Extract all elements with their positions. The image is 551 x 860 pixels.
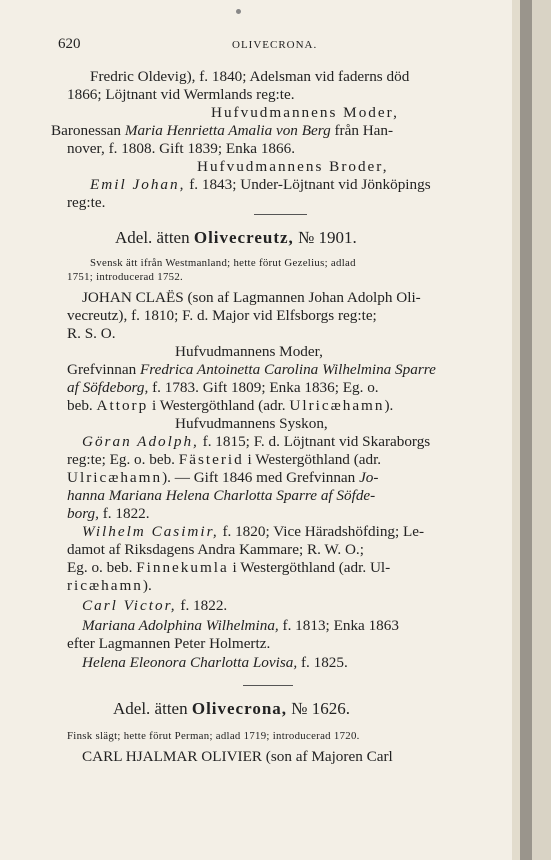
text-line: Baronessan Maria Henrietta Amalia von Berg från Han- — [51, 122, 394, 139]
person-name: Helena Eleonora Charlotta Lovisa, — [82, 654, 298, 671]
person-name: Fredrica Antoinetta Carolina Wilhelmina Sparre — [139, 361, 436, 378]
divider — [243, 685, 293, 686]
text-line: Ulricæhamn). — Gift 1846 med Grefvinnan Jo- — [67, 469, 379, 486]
text-line: ricæhamn). — [67, 577, 152, 594]
person-name: Emil Johan, — [90, 176, 186, 193]
ink-speck — [236, 9, 241, 14]
divider — [254, 214, 307, 215]
text-line: Helena Eleonora Charlotta Lovisa, f. 1825. — [82, 654, 348, 671]
text-line: nover, f. 1808. Gift 1839; Enka 1866. — [67, 140, 296, 157]
text-line: 1866; Löjtnant vid Wermlands reg:te. — [67, 86, 295, 103]
text-line: Emil Johan, f. 1843; Under-Löjtnant vid Jönköpings — [90, 176, 431, 193]
person-name: Mariana Adolphina Wilhelmina, — [82, 617, 279, 634]
person-name: Wilhelm Casimir, — [82, 523, 219, 540]
person-name: Maria Henrietta Amalia von Berg — [124, 122, 331, 139]
text-line: Wilhelm Casimir, f. 1820; Vice Häradshöfding; Le- — [82, 523, 425, 540]
text-line: Grefvinnan Fredrica Antoinetta Carolina Wilhelmina Sparre — [67, 361, 436, 378]
family-heading: Adel. ätten Olivecreutz, № 1901. — [115, 228, 357, 247]
text-line — [67, 487, 375, 505]
text-line: JOHAN CLAËS (son af Lagmannen Johan Adolph Oli- — [82, 289, 421, 306]
text-line: Carl Victor, f. 1822. — [82, 597, 228, 614]
text-line: efter Lagmannen Peter Holmertz. — [67, 635, 271, 652]
text-line: af Söfdeborg, f. 1783. Gift 1809; Enka 1836; Eg. o. — [67, 379, 379, 396]
book-spine-shadow — [520, 0, 532, 860]
text-line: R. S. O. — [67, 325, 116, 342]
text-line: reg:te; Eg. o. beb. Fästerid i Westergöthland (adr. — [67, 451, 382, 468]
person-name: af Söfdeborg, — [67, 379, 149, 396]
text-line: vecreutz), f. 1810; F. d. Major vid Elfsborgs reg:te; — [67, 307, 377, 324]
person-name: Carl Victor, — [82, 597, 177, 614]
text-line: damot af Riksdagens Andra Kammare; R. W. O.; — [67, 541, 364, 558]
text-line: reg:te. — [67, 194, 106, 211]
person-name: Göran Adolph, — [82, 433, 199, 450]
page-edge — [512, 0, 520, 860]
text-line: beb. Attorp i Westergöthland (adr. Ulricæhamn). — [67, 397, 394, 414]
text-line: borg, f. 1822. — [67, 505, 150, 522]
page-number: 620 — [58, 36, 81, 52]
text-line: Fredric Oldevig), f. 1840; Adelsman vid faderns död — [90, 68, 410, 85]
page-edge — [532, 0, 551, 860]
small-text-line: Svensk ätt ifrån Westmanland; hette förut Gezelius; adlad — [90, 257, 356, 269]
section-heading: Hufvudmannens Moder, — [175, 343, 323, 360]
family-heading: Adel. ätten Olivecrona, № 1626. — [113, 699, 351, 718]
text-line: Göran Adolph, f. 1815; F. d. Löjtnant vid Skaraborgs — [82, 433, 431, 450]
text-line: Mariana Adolphina Wilhelmina, f. 1813; Enka 1863 — [82, 617, 399, 634]
person-name: hanna Mariana Helena Charlotta Sparre af Söfde- — [67, 487, 376, 504]
text-line: CARL HJALMAR OLIVIER (son af Majoren Carl — [82, 748, 393, 765]
section-heading: Hufvudmannens Moder, — [211, 104, 399, 121]
text-line: Eg. o. beb. Finnekumla i Westergöthland (adr. Ul- — [67, 559, 391, 576]
small-text-line: Finsk slägt; hette förut Perman; adlad 1719; introducerad 1720. — [67, 730, 360, 742]
running-title: OLIVECRONA. — [232, 39, 318, 51]
small-text-line: 1751; introducerad 1752. — [67, 271, 184, 283]
section-heading: Hufvudmannens Syskon, — [175, 415, 328, 432]
section-heading: Hufvudmannens Broder, — [197, 158, 389, 175]
